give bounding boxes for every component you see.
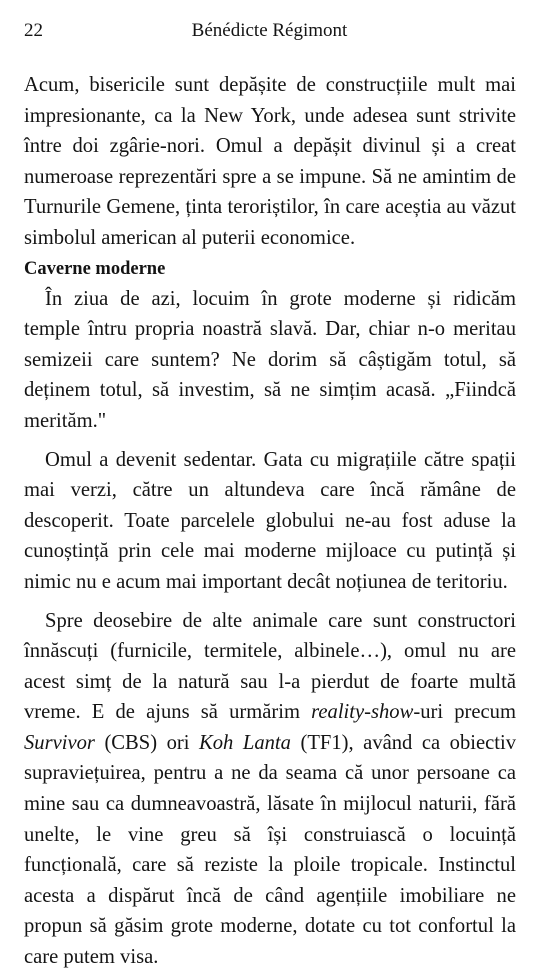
running-head-author: Bénédicte Régimont (191, 20, 348, 41)
italic-term-reality-show: reality-show (311, 701, 414, 724)
paragraph-4 (24, 606, 516, 973)
paragraph-4-text-4: (TF1), având ca obiectiv supraviețuirea, pentru a ne da seama că unor persoane ca mine sau ca dumneavoastră, lăsate în mijlocul naturii, fără unelte, le vine greu să își construiască o locuință funcțională, care să reziste la ploile tropicale. Instinctul acesta a dispărut încă de când agențiile imobiliare ne propun să găsim grote moderne, dotate cu tot confortul la care putem visa. (24, 731, 517, 969)
body-text (24, 70, 516, 973)
paragraph-4-text-2: -uri precum (413, 701, 516, 724)
paragraph-4-text-1: Spre deosebire de alte animale care sunt constructori înnăscuți (furnicile, termitele, albinele…), omul nu are acest simț de la natură sau l-a pierdut de foarte multă vreme. E de ajuns să urmărim (24, 609, 516, 724)
italic-title-survivor: Survivor (24, 731, 95, 754)
section-heading: Caverne moderne (24, 258, 166, 279)
page-header (24, 20, 515, 48)
paragraph-1: Acum, bisericile sunt depășite de construcțiile mult mai impresionante, ca la New York, unde adesea sunt strivite între doi zgârie-nori. Omul a depășit divinul și a creat numeroase reprezentări spre a se impune. Să ne amintim de Turnurile Gemene, ținta teroriștilor, în care aceștia au văzut simbolul american al puterii economice. (24, 74, 516, 249)
page-number: 22 (24, 20, 43, 41)
paragraph-4-text-3: (CBS) ori (94, 731, 200, 754)
paragraph-gap (24, 437, 516, 445)
italic-title-koh-lanta: Koh Lanta (199, 731, 291, 754)
paragraph-2: În ziua de azi, locuim în grote moderne și ridicăm temple întru propria noastră slavă. Dar, chiar n-o meritau semizeii care suntem? Ne dorim să câștigăm totul, să deținem totul, să investim, să ne simțim acasă. „Fiindcă merităm." (24, 287, 516, 432)
paragraph-3: Omul a devenit sedentar. Gata cu migrațiile către spații mai verzi, către un altundeva care încă rămâne de descoperit. Toate parcelele globului ne-au fost aduse la cunoștință prin cele mai moderne mijloace cu putință și nimic nu e acum mai important decât noțiunea de teritoriu. (24, 448, 516, 593)
paragraph-gap (24, 598, 516, 606)
